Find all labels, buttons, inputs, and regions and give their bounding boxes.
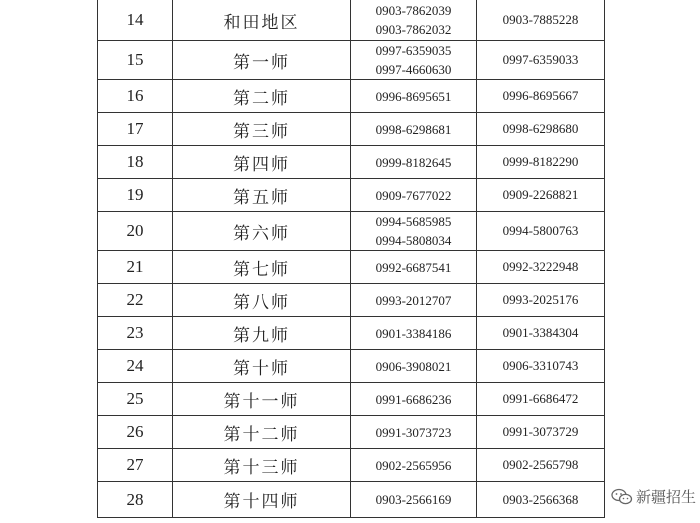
phone-number: 0901-3384186 bbox=[375, 325, 452, 341]
row-number: 22 bbox=[98, 284, 173, 317]
phone-cell bbox=[351, 383, 477, 416]
row-number: 24 bbox=[98, 350, 173, 383]
row-number: 14 bbox=[98, 0, 173, 41]
phone-cell bbox=[351, 0, 477, 41]
phone-number: 0997-6359035 bbox=[375, 43, 452, 58]
table-row bbox=[98, 80, 605, 113]
phone-cell bbox=[351, 179, 477, 212]
table-row bbox=[98, 449, 605, 482]
unit-name: 和田地区 bbox=[173, 0, 351, 41]
table-row bbox=[98, 284, 605, 317]
fax-number: 0901-3384304 bbox=[477, 317, 605, 350]
table-row bbox=[98, 0, 605, 41]
row-number: 27 bbox=[98, 449, 173, 482]
fax-number: 0903-2566368 bbox=[477, 482, 605, 518]
unit-name: 第四师 bbox=[173, 146, 351, 179]
phone-cell bbox=[351, 113, 477, 146]
fax-number: 0909-2268821 bbox=[477, 179, 605, 212]
unit-name: 第八师 bbox=[173, 284, 351, 317]
phone-number: 0996-8695651 bbox=[375, 88, 452, 104]
table-row bbox=[98, 416, 605, 449]
phone-number: 0902-2565956 bbox=[375, 457, 452, 473]
contact-table bbox=[97, 0, 605, 518]
watermark bbox=[611, 486, 696, 507]
unit-name: 第九师 bbox=[173, 317, 351, 350]
row-number: 23 bbox=[98, 317, 173, 350]
fax-number: 0902-2565798 bbox=[477, 449, 605, 482]
unit-name: 第三师 bbox=[173, 113, 351, 146]
row-number: 25 bbox=[98, 383, 173, 416]
phone-number: 0991-3073723 bbox=[375, 424, 452, 440]
phone-cell bbox=[351, 41, 477, 80]
fax-number: 0996-8695667 bbox=[477, 80, 605, 113]
unit-name: 第七师 bbox=[173, 251, 351, 284]
fax-number: 0998-6298680 bbox=[477, 113, 605, 146]
row-number: 26 bbox=[98, 416, 173, 449]
table-row bbox=[98, 383, 605, 416]
fax-number: 0906-3310743 bbox=[477, 350, 605, 383]
phone-cell bbox=[351, 416, 477, 449]
table-row bbox=[98, 251, 605, 284]
phone-cell bbox=[351, 482, 477, 518]
phone-cell bbox=[351, 284, 477, 317]
unit-name: 第二师 bbox=[173, 80, 351, 113]
phone-cell bbox=[351, 317, 477, 350]
fax-number: 0994-5800763 bbox=[477, 212, 605, 251]
watermark-text: 新疆招生 bbox=[635, 488, 696, 506]
phone-number: 0993-2012707 bbox=[375, 292, 452, 308]
table-row bbox=[98, 482, 605, 518]
phone-cell bbox=[351, 80, 477, 113]
unit-name: 第六师 bbox=[173, 212, 351, 251]
row-number: 17 bbox=[98, 113, 173, 146]
unit-name: 第十二师 bbox=[173, 416, 351, 449]
unit-name: 第十一师 bbox=[173, 383, 351, 416]
phone-cell bbox=[351, 212, 477, 251]
table-row bbox=[98, 113, 605, 146]
phone-number: 0999-8182645 bbox=[375, 154, 452, 170]
phone-number: 0992-6687541 bbox=[375, 259, 452, 275]
unit-name: 第十三师 bbox=[173, 449, 351, 482]
phone-number: 0906-3908021 bbox=[375, 358, 452, 374]
row-number: 18 bbox=[98, 146, 173, 179]
phone-cell bbox=[351, 350, 477, 383]
row-number: 15 bbox=[98, 41, 173, 80]
fax-number: 0903-7885228 bbox=[477, 0, 605, 41]
table-row bbox=[98, 350, 605, 383]
phone-number: 0991-6686236 bbox=[375, 391, 452, 407]
unit-name: 第十师 bbox=[173, 350, 351, 383]
fax-number: 0991-3073729 bbox=[477, 416, 605, 449]
table-row bbox=[98, 146, 605, 179]
phone-cell bbox=[351, 251, 477, 284]
row-number: 20 bbox=[98, 212, 173, 251]
row-number: 16 bbox=[98, 80, 173, 113]
phone-number: 0997-4660630 bbox=[375, 62, 452, 77]
phone-number: 0998-6298681 bbox=[375, 121, 452, 137]
phone-number: 0903-7862032 bbox=[375, 22, 452, 37]
unit-name: 第十四师 bbox=[173, 482, 351, 518]
fax-number: 0997-6359033 bbox=[477, 41, 605, 80]
unit-name: 第一师 bbox=[173, 41, 351, 80]
table-row bbox=[98, 41, 605, 80]
phone-number: 0903-2566169 bbox=[375, 492, 452, 507]
fax-number: 0999-8182290 bbox=[477, 146, 605, 179]
phone-cell bbox=[351, 146, 477, 179]
fax-number: 0991-6686472 bbox=[477, 383, 605, 416]
table-row bbox=[98, 212, 605, 251]
unit-name: 第五师 bbox=[173, 179, 351, 212]
phone-number: 0903-7862039 bbox=[375, 3, 452, 18]
wechat-icon bbox=[611, 488, 633, 506]
phone-cell bbox=[351, 449, 477, 482]
phone-number: 0909-7677022 bbox=[375, 187, 452, 203]
phone-number: 0994-5685985 bbox=[375, 214, 452, 229]
fax-number: 0992-3222948 bbox=[477, 251, 605, 284]
table-row bbox=[98, 179, 605, 212]
row-number: 21 bbox=[98, 251, 173, 284]
fax-number: 0993-2025176 bbox=[477, 284, 605, 317]
phone-number: 0994-5808034 bbox=[375, 233, 452, 248]
row-number: 19 bbox=[98, 179, 173, 212]
table-row bbox=[98, 317, 605, 350]
row-number: 28 bbox=[98, 482, 173, 518]
